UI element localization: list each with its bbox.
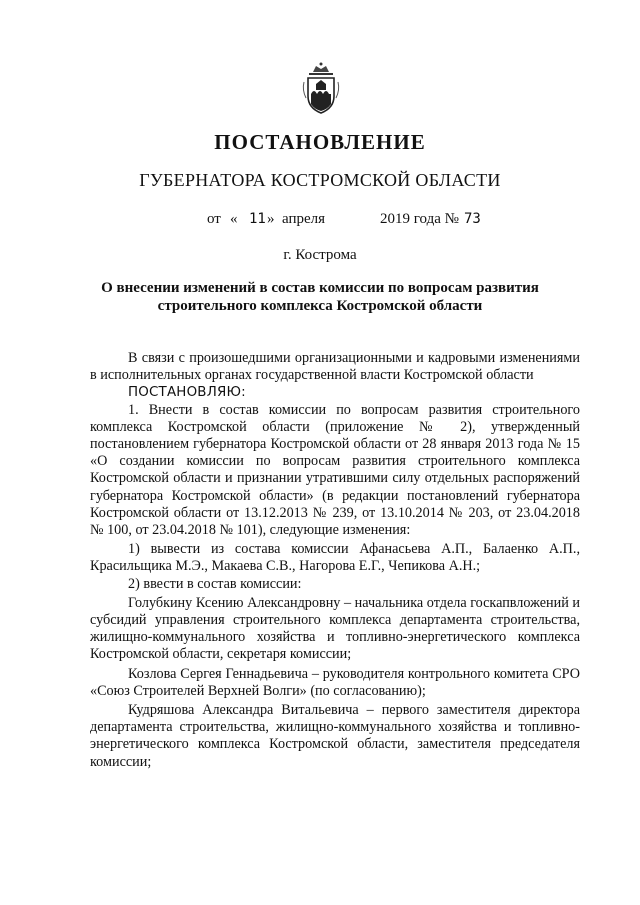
decree-heading-line-1: О внесении изменений в состав комиссии по вопросам развития [101, 280, 539, 296]
date-quote-close: » [267, 211, 275, 227]
date-month: апреля [282, 211, 326, 227]
date-day: 11 [249, 211, 266, 227]
clause-1-2-paragraph: 2) ввести в состав комиссии: [128, 575, 302, 592]
city-name: г. Кострома [283, 247, 357, 263]
document-body [90, 350, 580, 771]
coat-of-arms-emblem [300, 60, 342, 116]
clause-1-paragraph: 1. Внести в состав комиссии по вопросам развития строительного комплекса Костромской области (приложение № 2), утвержденный постановлением губернатора Костромской области от 28 января 2013 года № 15 «О создании комиссии по вопросам развития строительного комплекса Костромской области и признании утратившими силу отдельных распоряжений губернатора Костромской области» (в редакции постановлений губернатора Костромской области от 13.12.2013 № 239, от 13.10.2014 № 203, от 23.04.2018 № 100, от 23.04.2018 № 101), следующие изменения: [90, 401, 580, 539]
document-title: ПОСТАНОВЛЕНИЕ [214, 130, 426, 154]
date-from: от [207, 211, 221, 227]
decree-heading [100, 279, 540, 315]
decree-heading-line-2: строительного комплекса Костромской области [157, 298, 483, 314]
date-quote-open: « [230, 211, 238, 227]
member-kozlov-paragraph: Козлова Сергея Геннадьевича – руководителя контрольного комитета СРО «Союз Строителей Верхней Волги» (по согласованию); [90, 665, 580, 699]
clause-1-1-paragraph: 1) вывести из состава комиссии Афанасьева А.П., Балаенко А.П., Красильщика М.Э., Макаева С.В., Нагорова Е.Г., Чепикова А.Н.; [90, 541, 580, 575]
member-golubkina-paragraph: Голубкину Ксению Александровну – начальника отдела госкапвложений и субсидий управления строительного комплекса департамента строительства, жилищно-коммунального хозяйства и топливно-энергетического комплекса Костромской области, секретаря комиссии; [90, 594, 580, 663]
preamble-paragraph: В связи с произошедшими организационными и кадровыми изменениями в исполнительных органах государственной власти Костромской области [90, 350, 580, 384]
document-subtitle: ГУБЕРНАТОРА КОСТРОМСКОЙ ОБЛАСТИ [139, 170, 501, 190]
date-year: 2019 года № [380, 211, 459, 227]
decree-number: 73 [464, 211, 481, 227]
member-kudryashov-paragraph: Кудряшова Александра Витальевича – первого заместителя директора департамента строительства, жилищно-коммунального хозяйства и топливно-энергетического комплекса Костромской области, заместителя председателя комиссии; [90, 702, 580, 770]
resolve-word: ПОСТАНОВЛЯЮ: [128, 385, 246, 401]
